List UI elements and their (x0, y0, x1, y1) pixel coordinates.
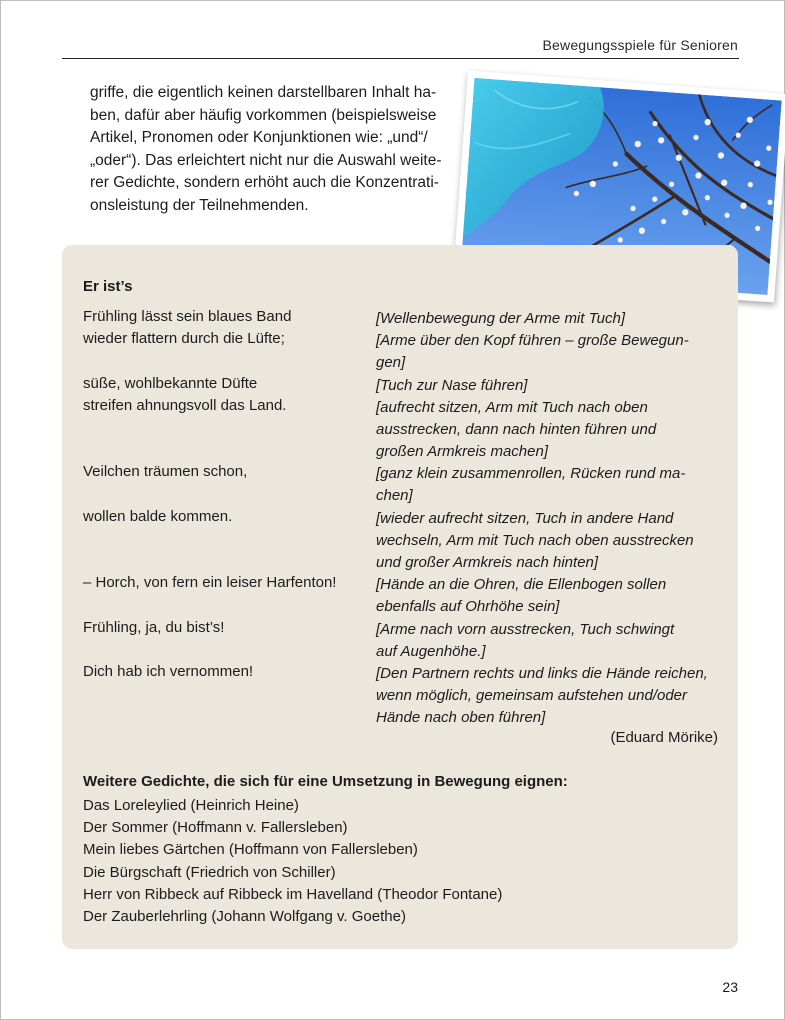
poem-line: süße, wohlbekannte Düfte (83, 375, 258, 392)
poem-line: wollen balde kommen. (83, 508, 233, 525)
poem-line: Veilchen träumen schon, (83, 463, 248, 480)
more-poems-list (83, 795, 502, 928)
running-header: Bewegungsspiele für Senioren (542, 37, 738, 53)
movement-instruction (376, 375, 721, 397)
poem-author: (Eduard Mörike) (610, 729, 718, 746)
instruction-line: ausstrecken, dann nach hinten führen und (376, 421, 657, 439)
movement-instruction (376, 619, 721, 663)
list-item: Herr von Ribbeck auf Ribbeck im Havelland (Theodor Fontane) (83, 885, 503, 903)
poem-title: Er ist’s (83, 278, 133, 295)
instruction-line: und großer Armkreis nach hinten] (376, 554, 599, 572)
instruction-line: großen Armkreis machen] (376, 443, 549, 461)
instruction-line: [aufrecht sitzen, Arm mit Tuch nach oben (376, 399, 648, 416)
intro-line: „oder“). Das erleichtert nicht nur die Auswahl weite- (90, 151, 442, 169)
intro-line: Artikel, Pronomen oder Konjunktionen wie: „und“/ (90, 129, 428, 146)
instruction-line: Hände nach oben führen] (376, 709, 546, 727)
list-item: Der Zauberlehrling (Johann Wolfgang v. Goethe) (83, 908, 406, 926)
instruction-line: [Hände an die Ohren, die Ellenbogen sollen (376, 576, 667, 593)
intro-line: rer Gedichte, sondern erhöht auch die Konzentrati- (90, 174, 439, 191)
instruction-line: wechseln, Arm mit Tuch nach oben ausstrecken (376, 532, 694, 550)
intro-line: griffe, die eigentlich keinen darstellbaren Inhalt ha- (90, 84, 437, 101)
page-number: 23 (722, 979, 738, 995)
instruction-line: gen] (376, 354, 406, 372)
instruction-line: [Den Partnern rechts und links die Hände reichen, (376, 665, 708, 682)
movement-instruction (376, 574, 721, 618)
instruction-line: [Arme über den Kopf führen – große Bewegun- (376, 332, 689, 349)
instruction-line: [wieder aufrecht sitzen, Tuch in andere Hand (376, 510, 674, 527)
movement-instruction (376, 508, 721, 575)
instruction-line: [Arme nach vorn ausstrecken, Tuch schwingt (376, 621, 675, 638)
instruction-line: auf Augenhöhe.] (376, 643, 486, 661)
instruction-line: chen] (376, 487, 413, 505)
instruction-line: [Tuch zur Nase führen] (376, 377, 528, 394)
poem-line: Dich hab ich vernommen! (83, 663, 254, 680)
list-item: Die Bürgschaft (Friedrich von Schiller) (83, 863, 336, 881)
instruction-line: wenn möglich, gemeinsam aufstehen und/oder (376, 687, 688, 705)
intro-paragraph (90, 82, 442, 217)
header-rule (62, 58, 739, 59)
poem-line: – Horch, von fern ein leiser Harfenton! (83, 574, 337, 591)
movement-instruction (376, 463, 721, 507)
more-poems-title: Weitere Gedichte, die sich für eine Umsetzung in Bewegung eignen: (83, 773, 568, 790)
movement-instruction (376, 663, 721, 730)
list-item: Mein liebes Gärtchen (Hoffmann von Fallersleben) (83, 841, 418, 859)
instruction-line: [ganz klein zusammenrollen, Rücken rund ma- (376, 465, 686, 482)
intro-line: ben, dafür aber häufig vorkommen (beispielsweise (90, 106, 437, 124)
instruction-line: [Wellenbewegung der Arme mit Tuch] (376, 310, 626, 327)
intro-line: onsleistung der Teilnehmenden. (90, 196, 309, 214)
poem-line: Frühling, ja, du bist’s! (83, 619, 225, 636)
instruction-line: ebenfalls auf Ohrhöhe sein] (376, 598, 560, 616)
movement-instruction (376, 397, 721, 464)
list-item: Das Loreleylied (Heinrich Heine) (83, 797, 299, 814)
list-item: Der Sommer (Hoffmann v. Fallersleben) (83, 819, 348, 837)
poem-line: streifen ahnungsvoll das Land. (83, 397, 287, 414)
movement-instruction (376, 330, 721, 374)
poem-line: Frühling lässt sein blaues Band (83, 308, 292, 325)
poem-line: wieder flattern durch die Lüfte; (83, 330, 285, 347)
movement-instruction (376, 308, 721, 330)
